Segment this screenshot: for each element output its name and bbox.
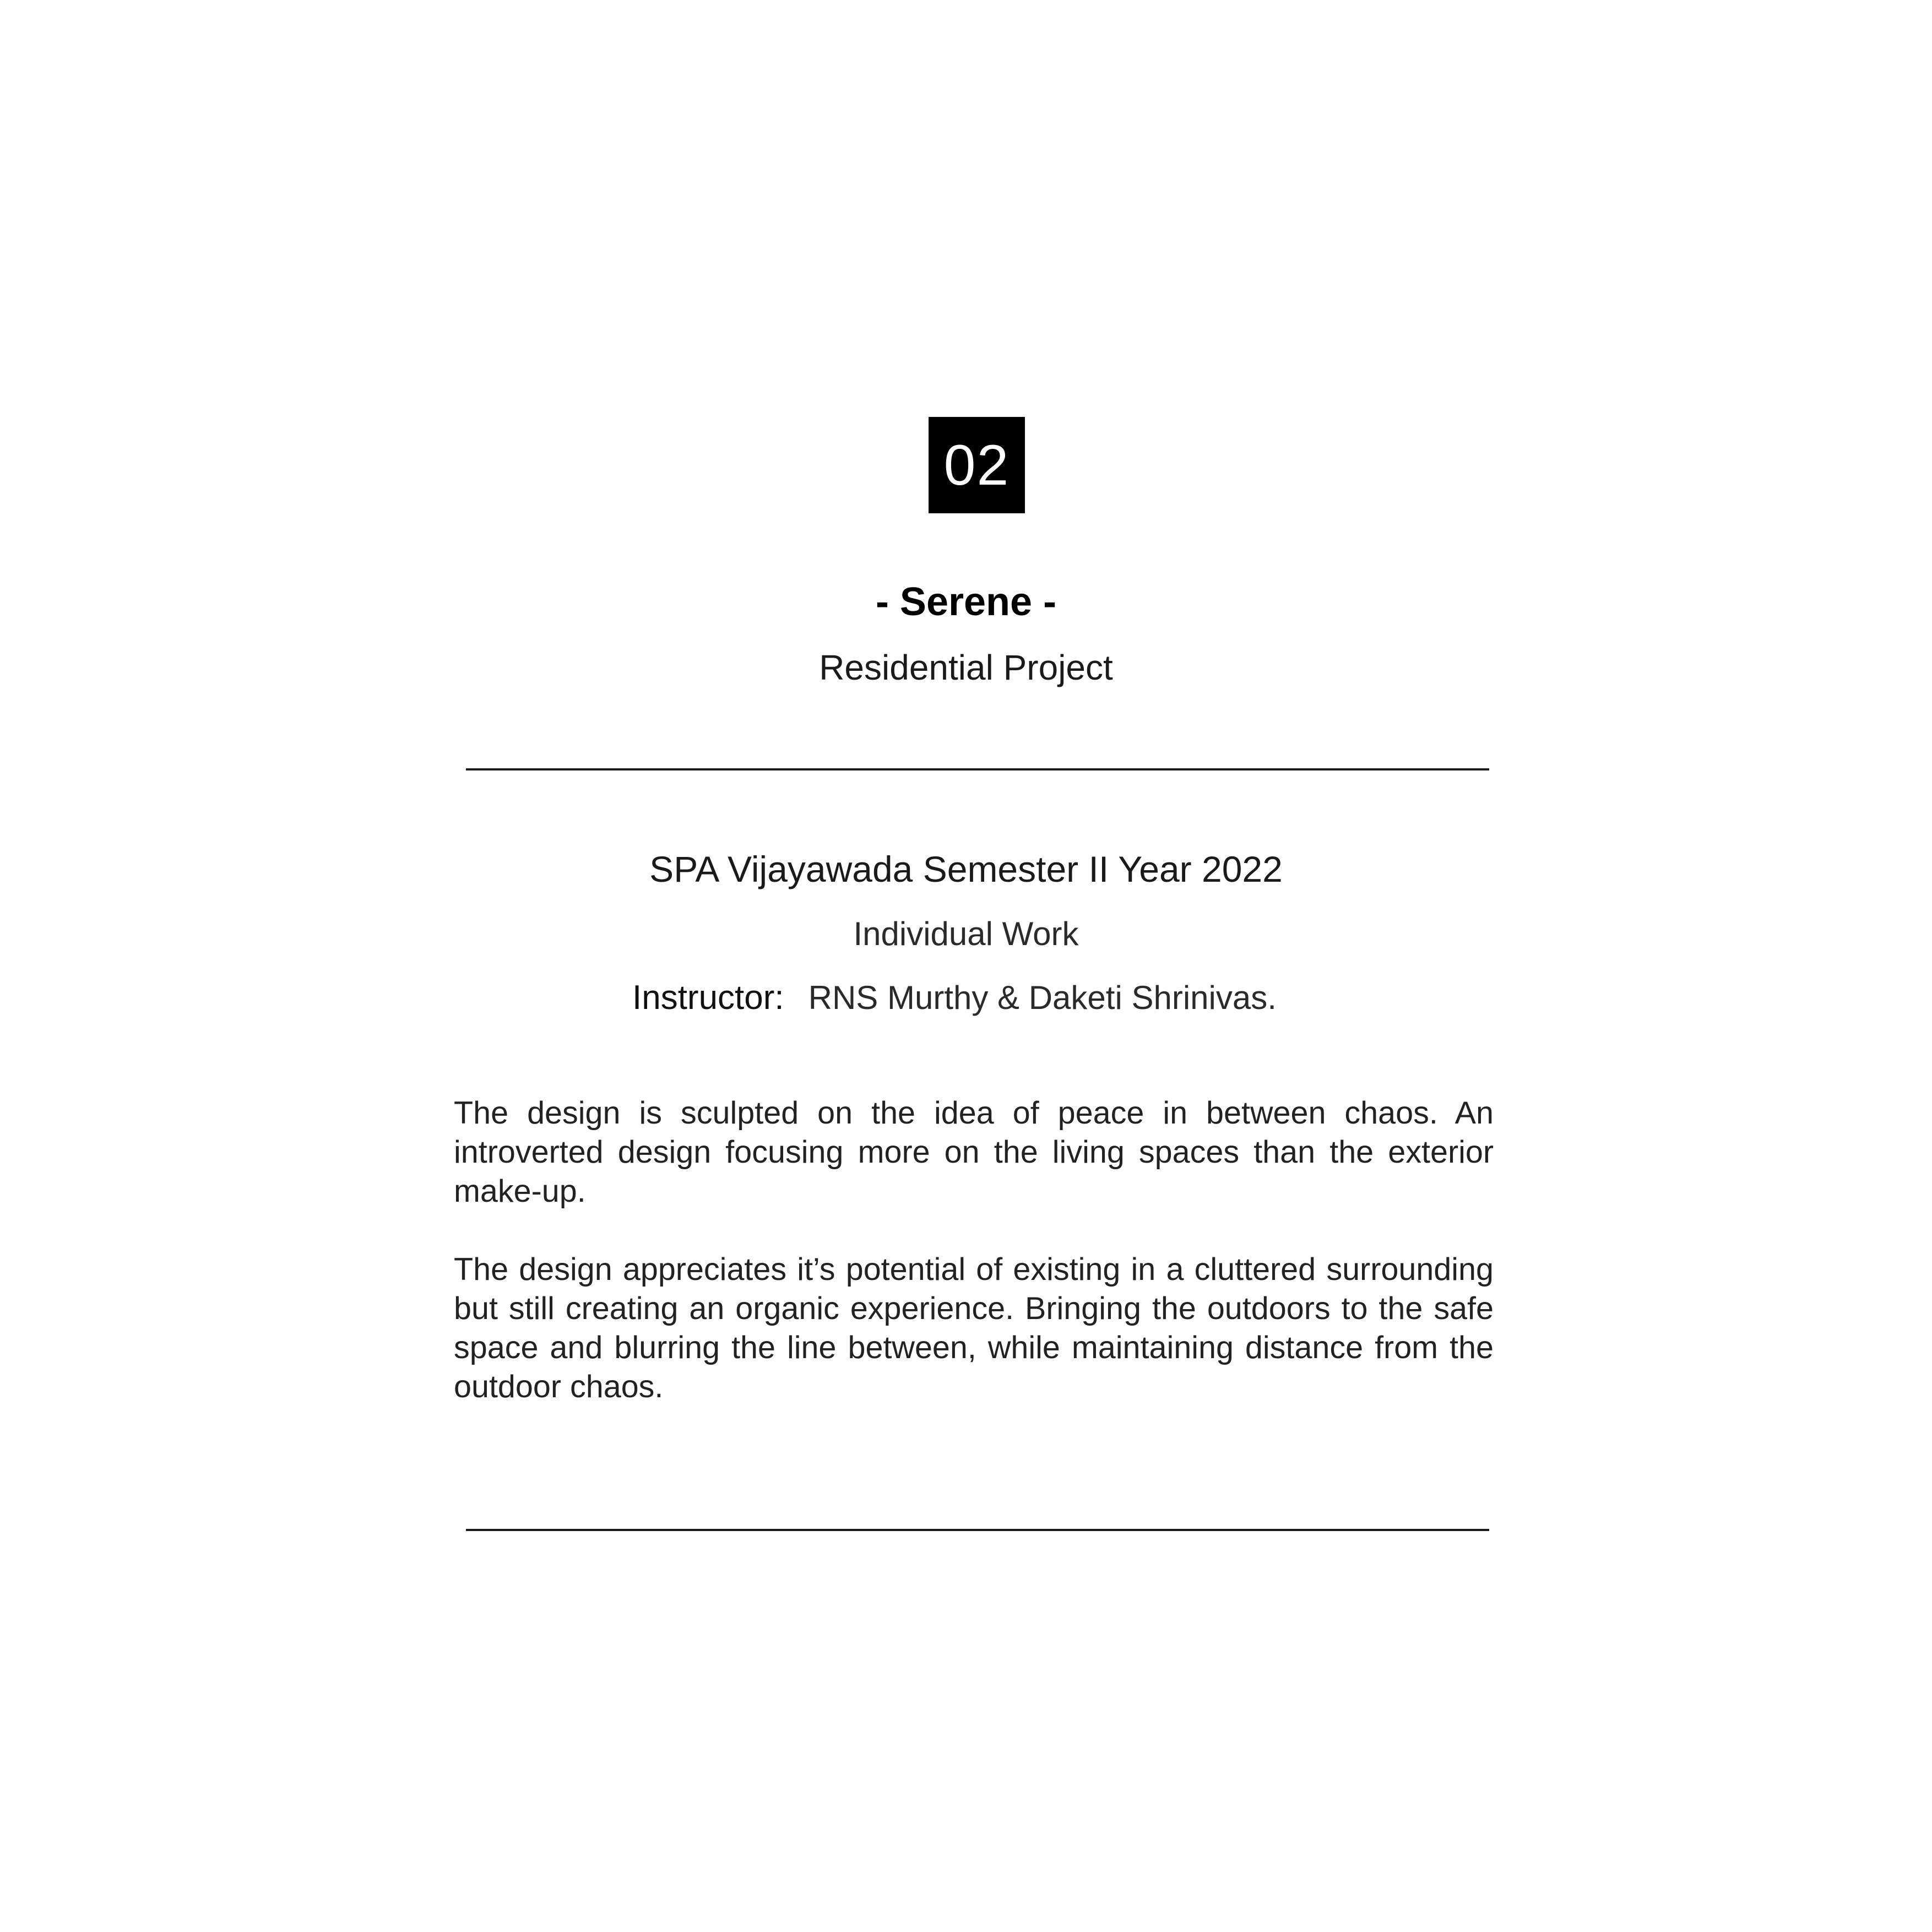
description-paragraph-2: The design appreciates it’s potential of existing in a cluttered surrounding but still creating an organic experience. Bringing the outdoors to the safe space and blurring the line between, while maintaining distance from the outdoor chaos. <box>454 1252 1494 1404</box>
work-type: Individual Work <box>853 915 1079 952</box>
school-semester-year: SPA Vijayawada Semester II Year 2022 <box>649 849 1283 889</box>
project-number: 02 <box>943 433 1010 497</box>
project-number-badge <box>929 417 1025 513</box>
description-paragraph-1: The design is sculpted on the idea of peace in between chaos. An introverted design focusing more on the living spaces than the exterior make-up. <box>454 1095 1494 1209</box>
instructor-row <box>632 976 1277 1029</box>
top-divider <box>466 768 1489 770</box>
project-subtitle: Residential Project <box>819 648 1113 687</box>
project-title: - Serene - <box>875 580 1057 624</box>
instructor-label: Instructor: <box>632 979 784 1017</box>
instructor-name: RNS Murthy & Daketi Shrinivas. <box>808 979 1277 1016</box>
bottom-divider <box>466 1529 1489 1531</box>
